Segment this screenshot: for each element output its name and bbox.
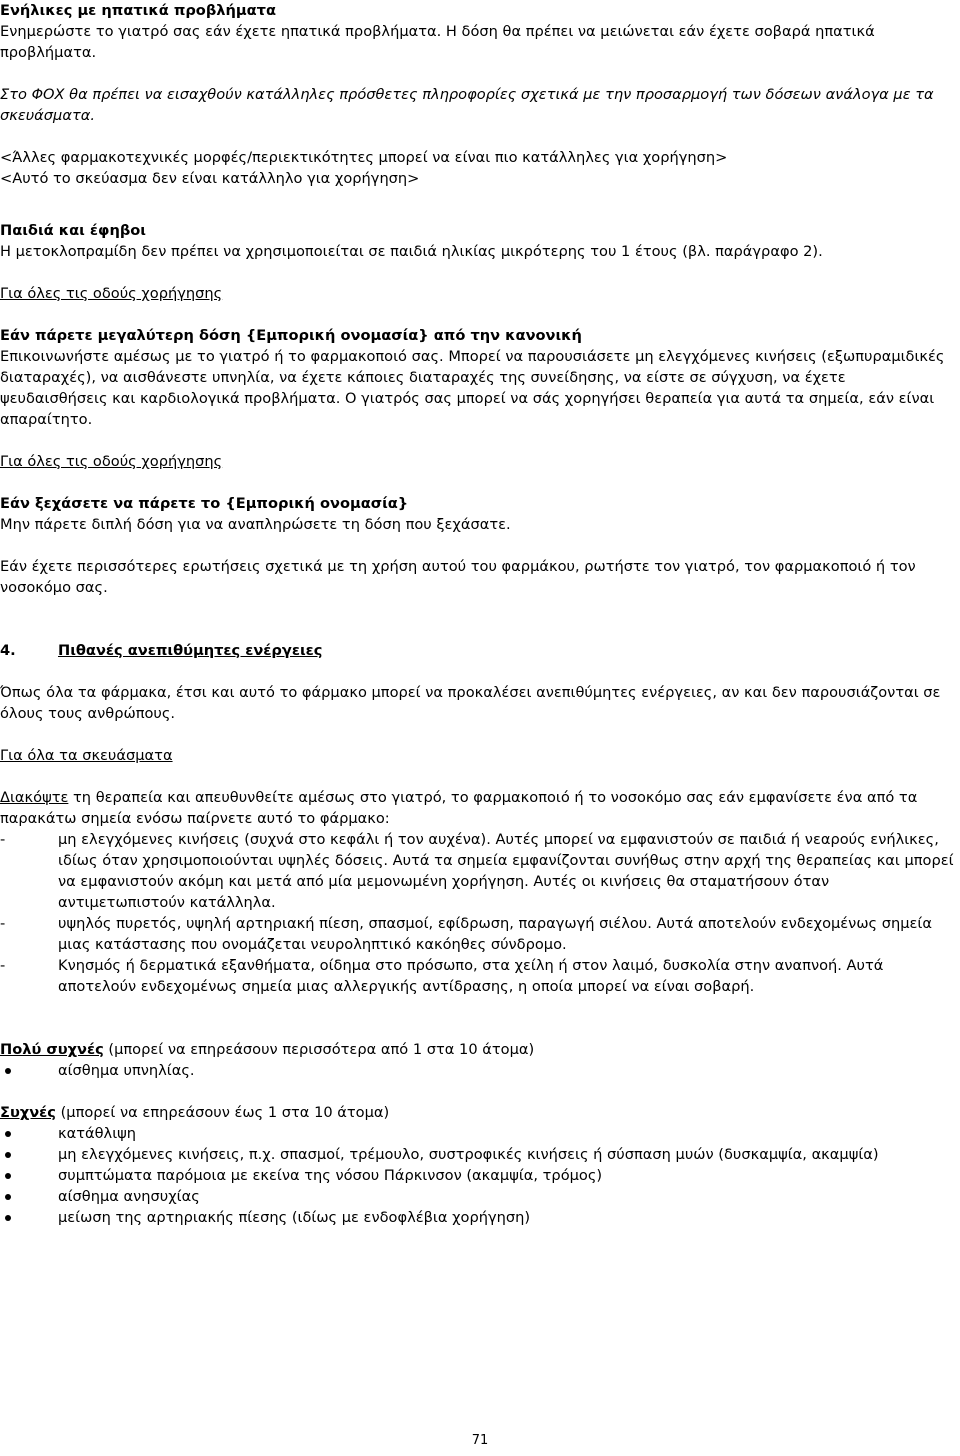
children-heading: Παιδιά και έφηβοι [0,222,146,239]
section-4-title: Πιθανές ανεπιθύμητες ενέργειες [58,642,323,659]
common-list [0,1123,956,1228]
list-item-text: κατάθλιψη [58,1125,137,1142]
list-item [0,1165,956,1186]
list-item-text: αίσθημα ανησυχίας [58,1188,200,1205]
list-item [0,1144,956,1165]
very-common-label: Πολύ συχνές [0,1041,104,1058]
section-4-number: 4. [0,642,16,659]
bullet-icon [5,1173,11,1179]
list-item-text: μείωση της αρτηριακής πίεσης (ιδίως με ενδοφλέβια χορήγηση) [58,1209,531,1226]
very-common-note: (μπορεί να επηρεάσουν περισσότερα από 1 στα 10 άτομα) [103,1041,535,1058]
overdose-heading: Εάν πάρετε μεγαλύτερη δόση {Εμπορική ονομασία} από την κανονική [0,327,582,344]
bullet-icon [5,1215,11,1221]
list-item [0,829,956,913]
very-common-list [0,1060,956,1081]
list-item [0,955,956,997]
overdose-text: Επικοινωνήστε αμέσως με το γιατρό ή το φαρμακοποιό σας. Μπορεί να παρουσιάσετε μη ελεγχόμενες κινήσεις (εξωπυραμιδικές διαταραχές), να αισθάνεστε υπνηλία, να έχετε κάποιες διαταραχές της συνείδησης, να είστε σε σύγχυση, να έχετε ψευδαισθήσεις και καρδιολογικά προβλήματα. Ο γιατρός σας μπορεί να σάς χορηγήσει θεραπεία για αυτά τα σημεία, εάν είναι απαραίτητο. [0,348,945,428]
list-dash: - [0,957,6,974]
forgot-heading: Εάν ξεχάσετε να πάρετε το {Εμπορική ονομασία} [0,495,409,512]
section-4-heading [0,640,956,661]
section-4-intro: Όπως όλα τα φάρμακα, έτσι και αυτό το φάρμακο μπορεί να προκαλέσει ανεπιθύμητες ενέργειες, αν και δεν παρουσιάζονται σε όλους τους ανθρώπους. [0,684,941,722]
stop-treatment-list [0,829,956,997]
common-label: Συχνές [0,1104,56,1121]
alt-forms-line-1: <Άλλες φαρμακοτεχνικές μορφές/περιεκτικότητες μπορεί να είναι πιο κατάλληλες για χορήγηση> [0,149,728,166]
list-item-text: Κνησμός ή δερματικά εξανθήματα, οίδημα στο πρόσωπο, στα χείλη ή στον λαιμό, δυσκολία στην αναπνοή. Αυτά αποτελούν ενδεχομένως σημεία μιας αλλεργικής αντίδρασης, η οποία μπορεί να είναι σοβαρή. [58,957,884,995]
bullet-icon [5,1131,11,1137]
page-number: 71 [471,1433,489,1448]
all-preparations-heading: Για όλα τα σκευάσματα [0,747,173,764]
list-item [0,1186,956,1207]
common-note: (μπορεί να επηρεάσουν έως 1 στα 10 άτομα) [55,1104,390,1121]
list-item [0,913,956,955]
all-routes-heading-2: Για όλες τις οδούς χορήγησης [0,453,223,470]
common-heading [0,1102,956,1123]
children-text: Η μετοκλοπραμίδη δεν πρέπει να χρησιμοποιείται σε παιδιά ηλικίας μικρότερης του 1 έτους (βλ. παράγραφο 2). [0,243,823,260]
very-common-heading [0,1039,956,1060]
adults-liver-heading: Ενήλικες με ηπατικά προβλήματα [0,2,277,19]
list-item [0,1207,956,1228]
list-dash: - [0,915,6,932]
stop-treatment-text [0,787,956,829]
forgot-text: Μην πάρετε διπλή δόση για να αναπληρώσετε τη δόση που ξεχάσατε. [0,516,511,533]
bullet-icon [5,1194,11,1200]
adults-liver-text: Ενημερώστε το γιατρό σας εάν έχετε ηπατικά προβλήματα. Η δόση θα πρέπει να μειώνεται εάν έχετε σοβαρά ηπατικά προβλήματα. [0,23,875,61]
list-item-text: μη ελεγχόμενες κινήσεις, π.χ. σπασμοί, τρέμουλο, συστροφικές κινήσεις ή σύσπαση μυών (δυσκαμψία, ακαμψία) [58,1146,879,1163]
list-item-text: υψηλός πυρετός, υψηλή αρτηριακή πίεση, σπασμοί, εφίδρωση, παραγωγή σιέλου. Αυτά αποτελούν ενδεχομένως σημεία μιας κατάστασης που ονομάζεται νευροληπτικό κακόηθες σύνδρομο. [58,915,932,953]
stop-treatment-lead: Διακόψτε [0,789,69,806]
all-routes-heading-1: Για όλες τις οδούς χορήγησης [0,285,223,302]
list-dash: - [0,831,6,848]
alt-forms-line-2: <Αυτό το σκεύασμα δεν είναι κατάλληλο για χορήγηση> [0,170,420,187]
stop-treatment-rest: τη θεραπεία και απευθυνθείτε αμέσως στο γιατρό, το φαρμακοποιό ή το νοσοκόμο σας εάν εμφανίσετε ένα από τα παρακάτω σημεία ενόσω παίρνετε αυτό το φάρμακο: [0,789,918,827]
bullet-icon [5,1152,11,1158]
list-item-text: αίσθημα υπνηλίας. [58,1062,195,1079]
list-item-text: μη ελεγχόμενες κινήσεις (συχνά στο κεφάλι ή τον αυχένα). Αυτές μπορεί να εμφανιστούν σε παιδιά ή νεαρούς ενήλικες, ιδίως όταν χρησιμοποιούνται υψηλές δόσεις. Αυτά τα σημεία εμφανίζονται συνήθως στην αρχή της θεραπείας και μπορεί να εμφανιστούν ακόμη και μετά από μία μεμονωμένη χορήγηση. Αυτές οι κινήσεις θα σταματήσουν όταν αντιμετωπιστούν κατάλληλα. [58,831,954,911]
list-item [0,1123,956,1144]
questions-text: Εάν έχετε περισσότερες ερωτήσεις σχετικά με τη χρήση αυτού του φαρμάκου, ρωτήστε τον γιατρό, τον φαρμακοποιό ή τον νοσοκόμο σας. [0,558,916,596]
list-item-text: συμπτώματα παρόμοια με εκείνα της νόσου Πάρκινσον (ακαμψία, τρόμος) [58,1167,603,1184]
spc-note: Στο ΦΟΧ θα πρέπει να εισαχθούν κατάλληλες πρόσθετες πληροφορίες σχετικά με την προσαρμογή των δόσεων ανάλογα με τα σκευάσματα. [0,86,934,124]
bullet-icon [5,1068,11,1074]
list-item [0,1060,956,1081]
